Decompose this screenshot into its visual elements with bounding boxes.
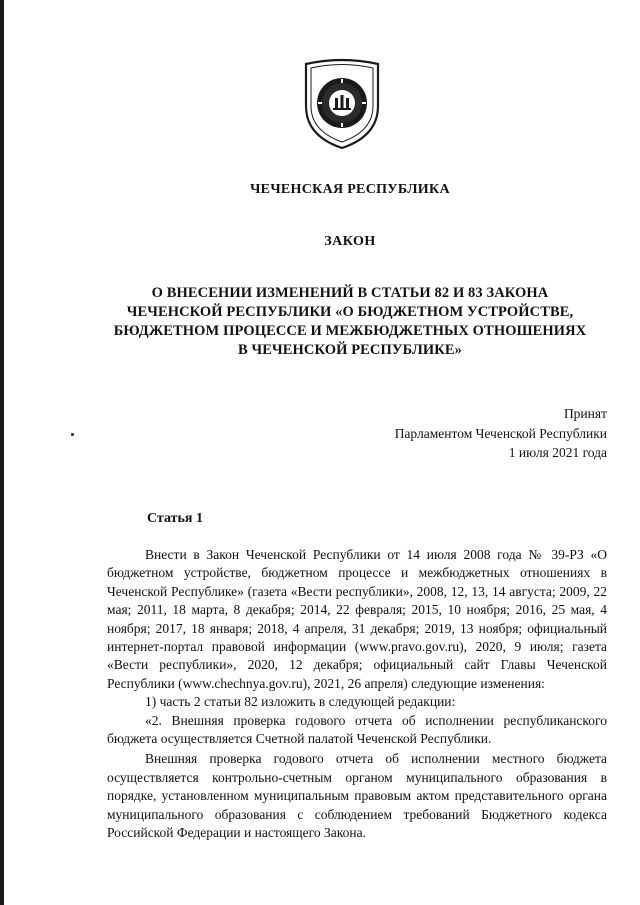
law-title-line: БЮДЖЕТНОМ ПРОЦЕССЕ И МЕЖБЮДЖЕТНЫХ ОТНОШЕНИЯХ [113, 323, 587, 339]
article-paragraph: 1) часть 2 статьи 82 изложить в следующей редакции: [145, 694, 456, 710]
article-paragraph: Внести в Закон Чеченской Республики от 14 июля 2008 года № 39-РЗ «О бюджетном устройстве, бюджетном процессе и межбюджетных отношениях в Чеченской Республике» (газета «Вести республики», 2008, 12, 13, 14 августа; 2009, 22 мая; 2011, 18 марта, 8 декабря; 2014, 22 февраля; 2015, 10 ноября; 2016, 25 мая, 4 ноября; 2017, 18 января; 2018, 4 апреля, 31 декабря; 2019, 13 ноября; официальный интернет-портал правовой информации (www.pravo.gov.ru), 2020, 9 июля; газета «Вести республики», 2020, 12 декабря; официальный сайт Главы Чеченской Республики (www.chechnya.gov.ru), 2021, 26 апреля) следующие изменения: [107, 547, 607, 691]
article-paragraph: Внешняя проверка годового отчета об исполнении местного бюджета осуществляется контрольно-счетным органом муниципального образования в порядке, установленном муниципальным правовым актом представительного органа муниципального образования с соблюдением требований Бюджетного кодекса Российской Федерации и настоящего Закона. [107, 751, 607, 841]
scan-edge [0, 0, 4, 905]
article-paragraph: «2. Внешняя проверка годового отчета об исполнении республиканского бюджета осуществляется Счетной палатой Чеченской Республики. [107, 712, 607, 747]
law-title-line: В ЧЕЧЕНСКОЙ РЕСПУБЛИКЕ» [238, 342, 462, 358]
adoption-block [395, 404, 607, 463]
law-title-line: О ВНЕСЕНИИ ИЗМЕНЕНИЙ В СТАТЬИ 82 И 83 ЗАКОНА [151, 285, 549, 301]
law-heading: ЗАКОН [324, 234, 376, 249]
article-body [107, 546, 607, 843]
coat-of-arms-icon [300, 58, 384, 150]
adoption-line: Принят [563, 406, 607, 421]
law-title [100, 284, 600, 360]
scan-speck [71, 433, 74, 436]
adoption-date: 1 июля 2021 года [508, 445, 607, 460]
republic-heading: ЧЕЧЕНСКАЯ РЕСПУБЛИКА [250, 182, 450, 197]
adoption-line: Парламентом Чеченской Республики [394, 425, 607, 441]
article-heading: Статья 1 [147, 511, 203, 526]
law-title-line: ЧЕЧЕНСКОЙ РЕСПУБЛИКИ «О БЮДЖЕТНОМ УСТРОЙСТВЕ, [126, 304, 574, 320]
